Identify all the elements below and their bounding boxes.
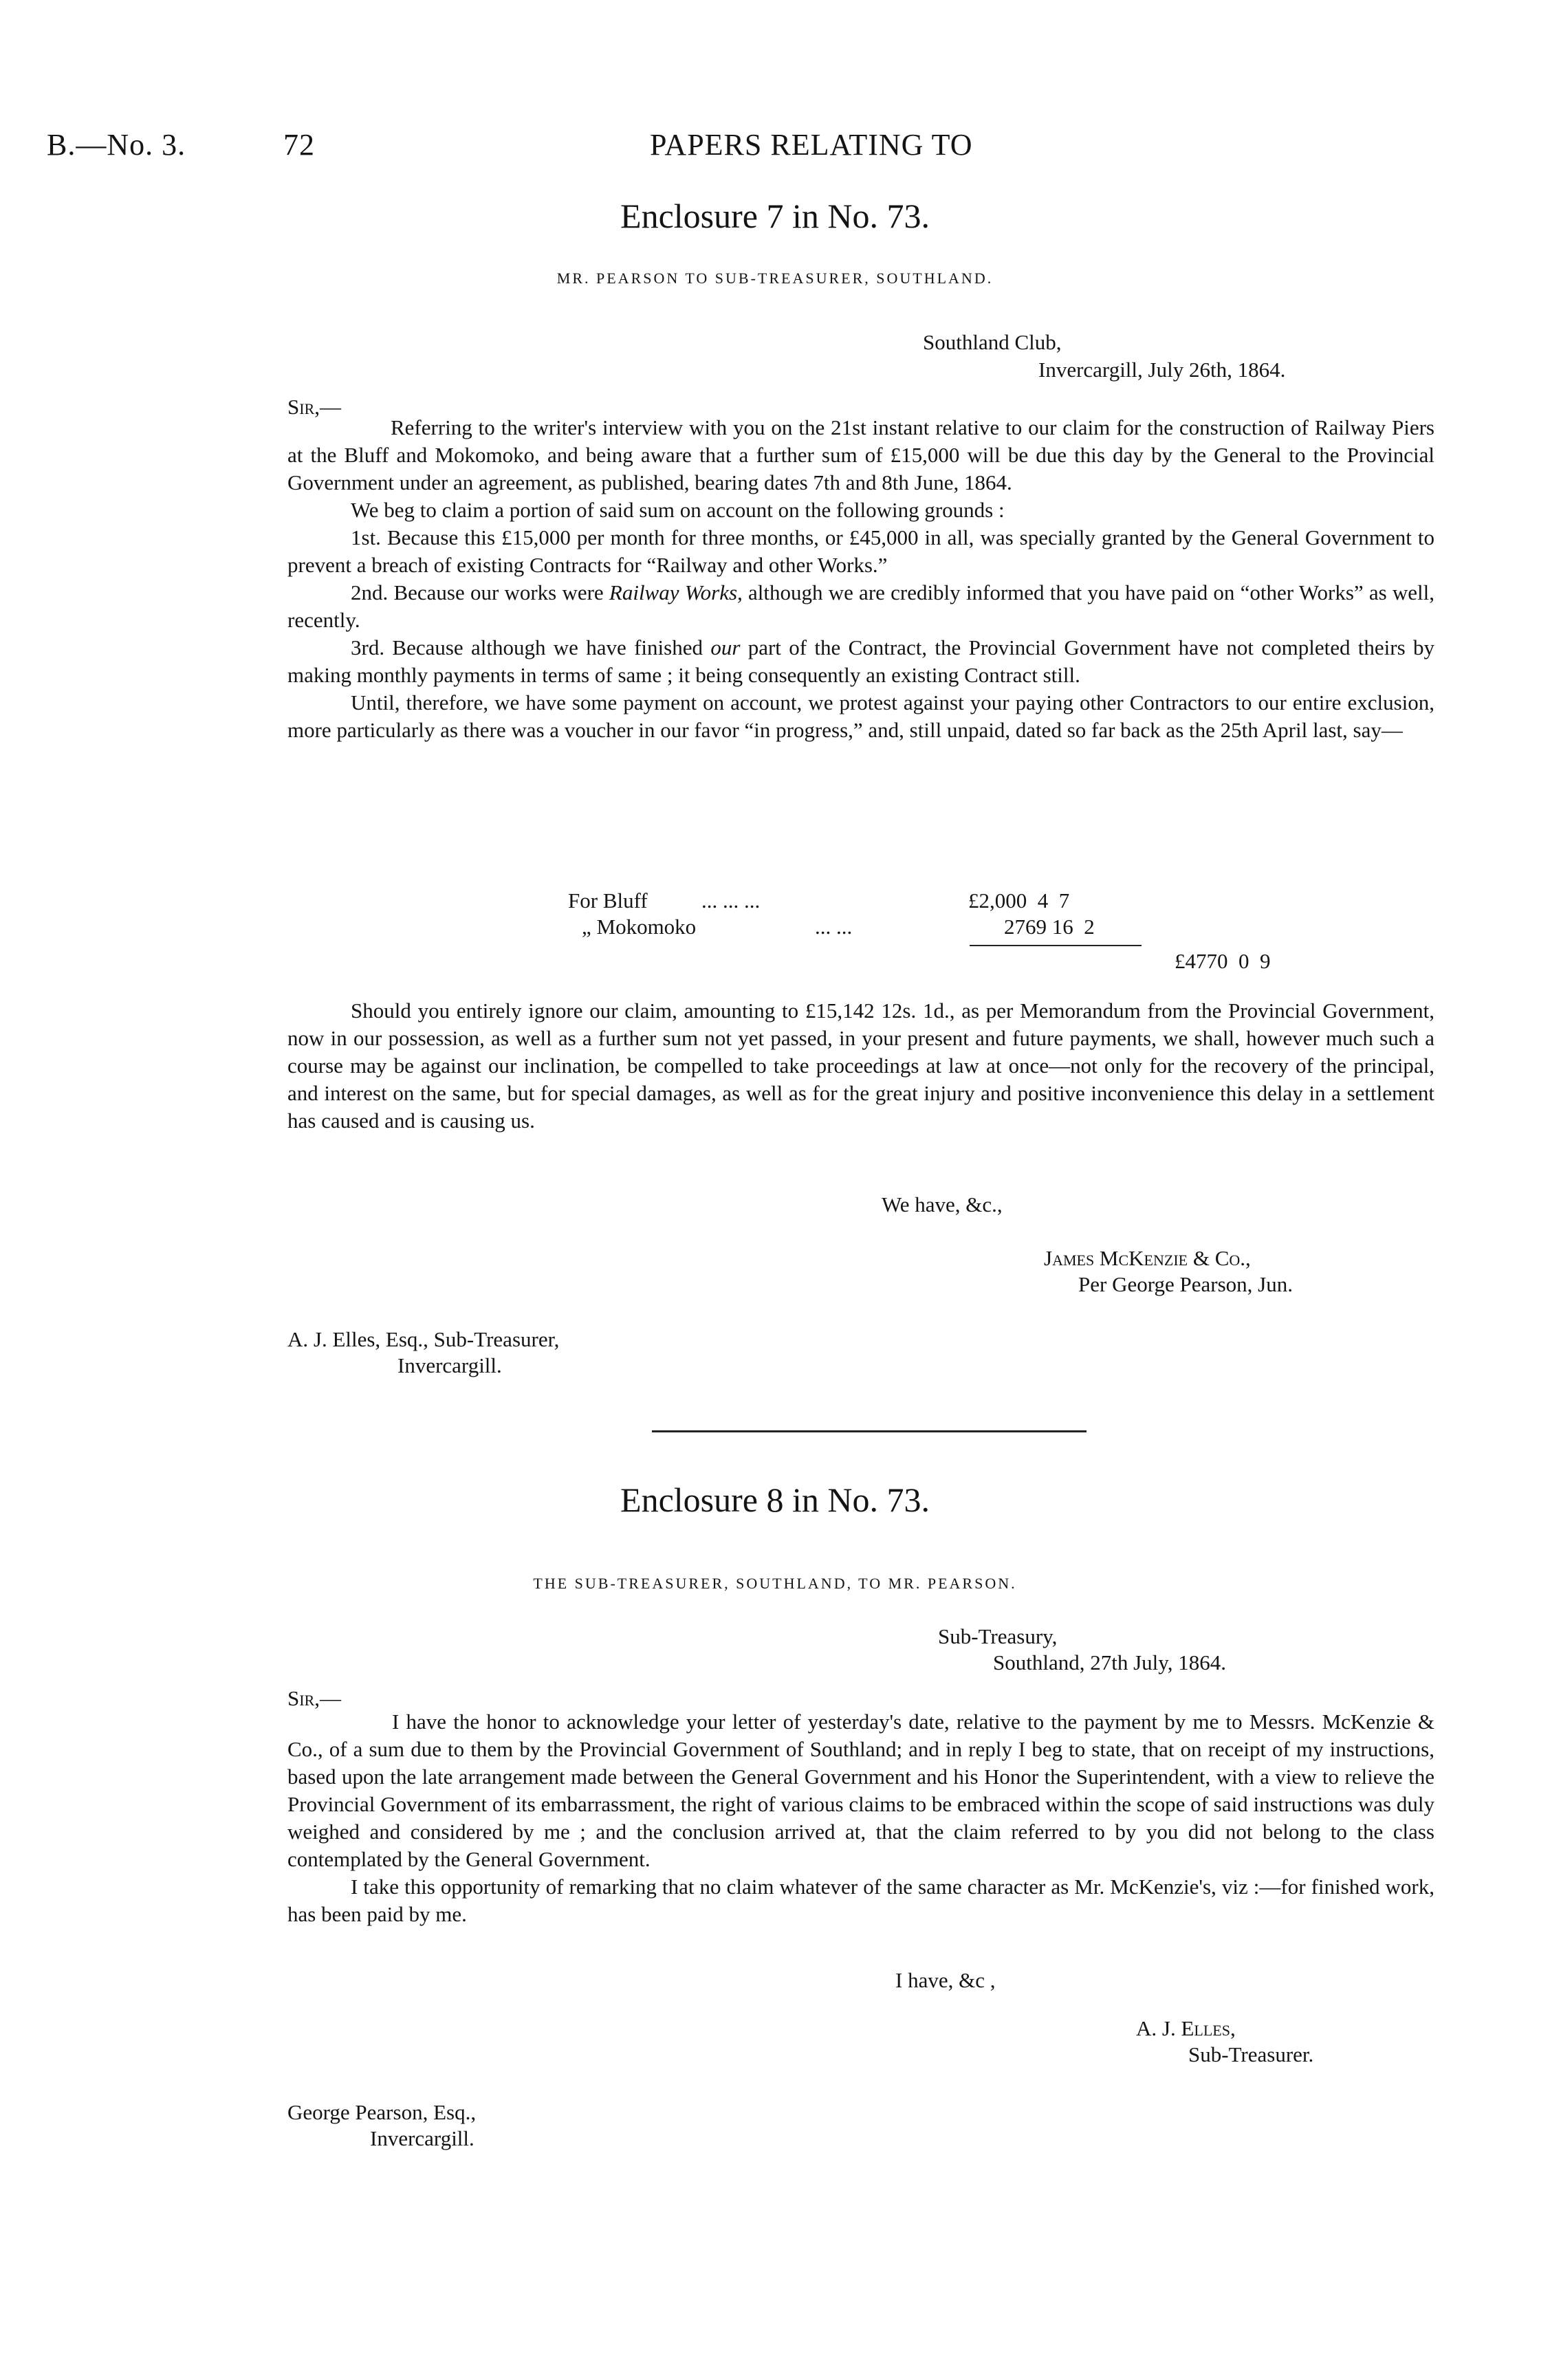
letter-2-body bbox=[287, 1708, 1434, 1928]
letter-1-closing: We have, &c., bbox=[882, 1192, 1003, 1216]
payment-total: £4770 0 9 bbox=[1175, 949, 1271, 973]
letter-1-para-5-end: part of the Contract, the Provincial Government have not completed theirs by making monthly payments in terms of same ; it being consequently an existing Contract still. bbox=[287, 635, 1434, 687]
series-number: B.—No. 3. bbox=[47, 128, 186, 162]
payment-row-1-amount: £2,000 4 7 bbox=[968, 888, 1070, 913]
letter-1-para-7: Should you entirely ignore our claim, amounting to £15,142 12s. 1d., as per Memorandum from the Provincial Government, now in our possession, as well as a further sum not yet passed, in your present and future payments, we shall, however much such a course may be against our inclination, be compelled to take proceedings at law at once—not only for the recovery of the principal, and interest on the same, but for special damages, as well as for the great injury and positive inconvenience this delay in a settlement has caused and is causing us. bbox=[287, 998, 1434, 1133]
letter-1-para-4 bbox=[287, 579, 1434, 634]
letter-1-address-line-2: Invercargill, July 26th, 1864. bbox=[1038, 358, 1286, 382]
enclosure-7-subheading: MR. PEARSON TO SUB-TREASURER, SOUTHLAND. bbox=[556, 270, 994, 287]
letter-1-para-4-end: although we are credibly informed that you have paid on “other Works” as well, recently. bbox=[287, 580, 1434, 632]
letter-1-para-3: 1st. Because this £15,000 per month for three months, or £45,000 in all, was specially granted by the General Government to prevent a breach of existing Contracts for “Railway and other Works.” bbox=[287, 525, 1434, 577]
payment-row-2-dots: ... ... bbox=[815, 915, 853, 939]
letter-1-para-4-italic: Railway Works, bbox=[609, 580, 743, 604]
letter-2-address-line-2: Southland, 27th July, 1864. bbox=[993, 1650, 1227, 1674]
payment-row-1-label: For Bluff bbox=[568, 888, 648, 913]
page-title: PAPERS RELATING TO bbox=[650, 128, 973, 162]
letter-2-address-line-1: Sub-Treasury, bbox=[938, 1624, 1058, 1648]
letter-1-para-5 bbox=[287, 634, 1434, 689]
letter-2-addressee-line-2: Invercargill. bbox=[370, 2126, 474, 2150]
letter-2-para-1: I have the honor to acknowledge your letter of yesterday's date, relative to the payment by me to Messrs. McKenzie & Co., of a sum due to them by the Provincial Government of Southland; and in reply I beg to state, that on receipt of my instructions, based upon the late arrangement made between the General Government and his Honor the Superintendent, with a view to relieve the Provincial Government of its embarrassment, the right of various claims to be embraced within the scope of said instructions was duly weighed and considered by me ; and the conclusion arrived at, that the claim referred to by you did not belong to the class contemplated by the General Government. bbox=[287, 1710, 1434, 1871]
letter-1-body bbox=[287, 414, 1434, 744]
payment-row-2-label: „ Mokomoko bbox=[582, 915, 697, 939]
letter-1-address-line-1: Southland Club, bbox=[923, 330, 1062, 354]
page-number: 72 bbox=[283, 128, 315, 162]
letter-1-para-6: Until, therefore, we have some payment on account, we protest against your paying other Contractors to our entire exclusion, more particularly as there was a voucher in our favor “in progress,” and, still unpaid, dated so far back as the 25th April last, say— bbox=[287, 690, 1434, 742]
enclosure-7-heading: Enclosure 7 in No. 73. bbox=[620, 197, 930, 235]
letter-2-signature-line-2: Sub-Treasurer. bbox=[1188, 2042, 1314, 2066]
letter-1-signature-line-2: Per George Pearson, Jun. bbox=[1078, 1272, 1293, 1296]
letter-1-addressee-line-2: Invercargill. bbox=[397, 1353, 502, 1377]
enclosure-8-subheading: THE SUB-TREASURER, SOUTHLAND, TO MR. PEARSON. bbox=[533, 1575, 1017, 1592]
letter-1-salutation: Sir,— bbox=[287, 395, 341, 419]
letter-1-addressee: A. J. Elles, Esq., Sub-Treasurer, bbox=[287, 1327, 560, 1351]
letter-2-para-2: I take this opportunity of remarking that no claim whatever of the same character as Mr. McKenzie's, viz :—for finished work, has been paid by me. bbox=[287, 1875, 1434, 1926]
payment-row-2-amount: 2769 16 2 bbox=[1004, 915, 1095, 939]
letter-1-para-5-start: 3rd. Because although we have finished bbox=[351, 635, 711, 659]
letter-2-addressee: George Pearson, Esq., bbox=[287, 2100, 477, 2124]
letter-1-signature: James McKenzie & Co., bbox=[1044, 1246, 1251, 1270]
letter-2-signature: A. J. Elles, bbox=[1136, 2016, 1236, 2040]
letter-1-para-4-start: 2nd. Because our works were bbox=[351, 580, 609, 604]
letter-1-para-1: Referring to the writer's interview with you on the 21st instant relative to our claim for the construction of Railway Piers at the Bluff and Mokomoko, and being aware that a further sum of £15,000 will be due this day by the General to the Provincial Government under an agreement, as published, bearing dates 7th and 8th June, 1864. bbox=[287, 415, 1434, 494]
letter-1-para-5-italic: our bbox=[710, 635, 741, 659]
enclosure-8-heading: Enclosure 8 in No. 73. bbox=[620, 1481, 930, 1519]
letter-2-closing: I have, &c , bbox=[895, 1968, 996, 1992]
payment-row-1-dots: ... ... ... bbox=[701, 888, 761, 913]
letter-1-para-2: We beg to claim a portion of said sum on account on the following grounds : bbox=[351, 498, 1005, 522]
letter-2-salutation: Sir,— bbox=[287, 1686, 341, 1710]
payment-sum-rule bbox=[970, 945, 1142, 946]
section-divider bbox=[652, 1430, 1087, 1432]
